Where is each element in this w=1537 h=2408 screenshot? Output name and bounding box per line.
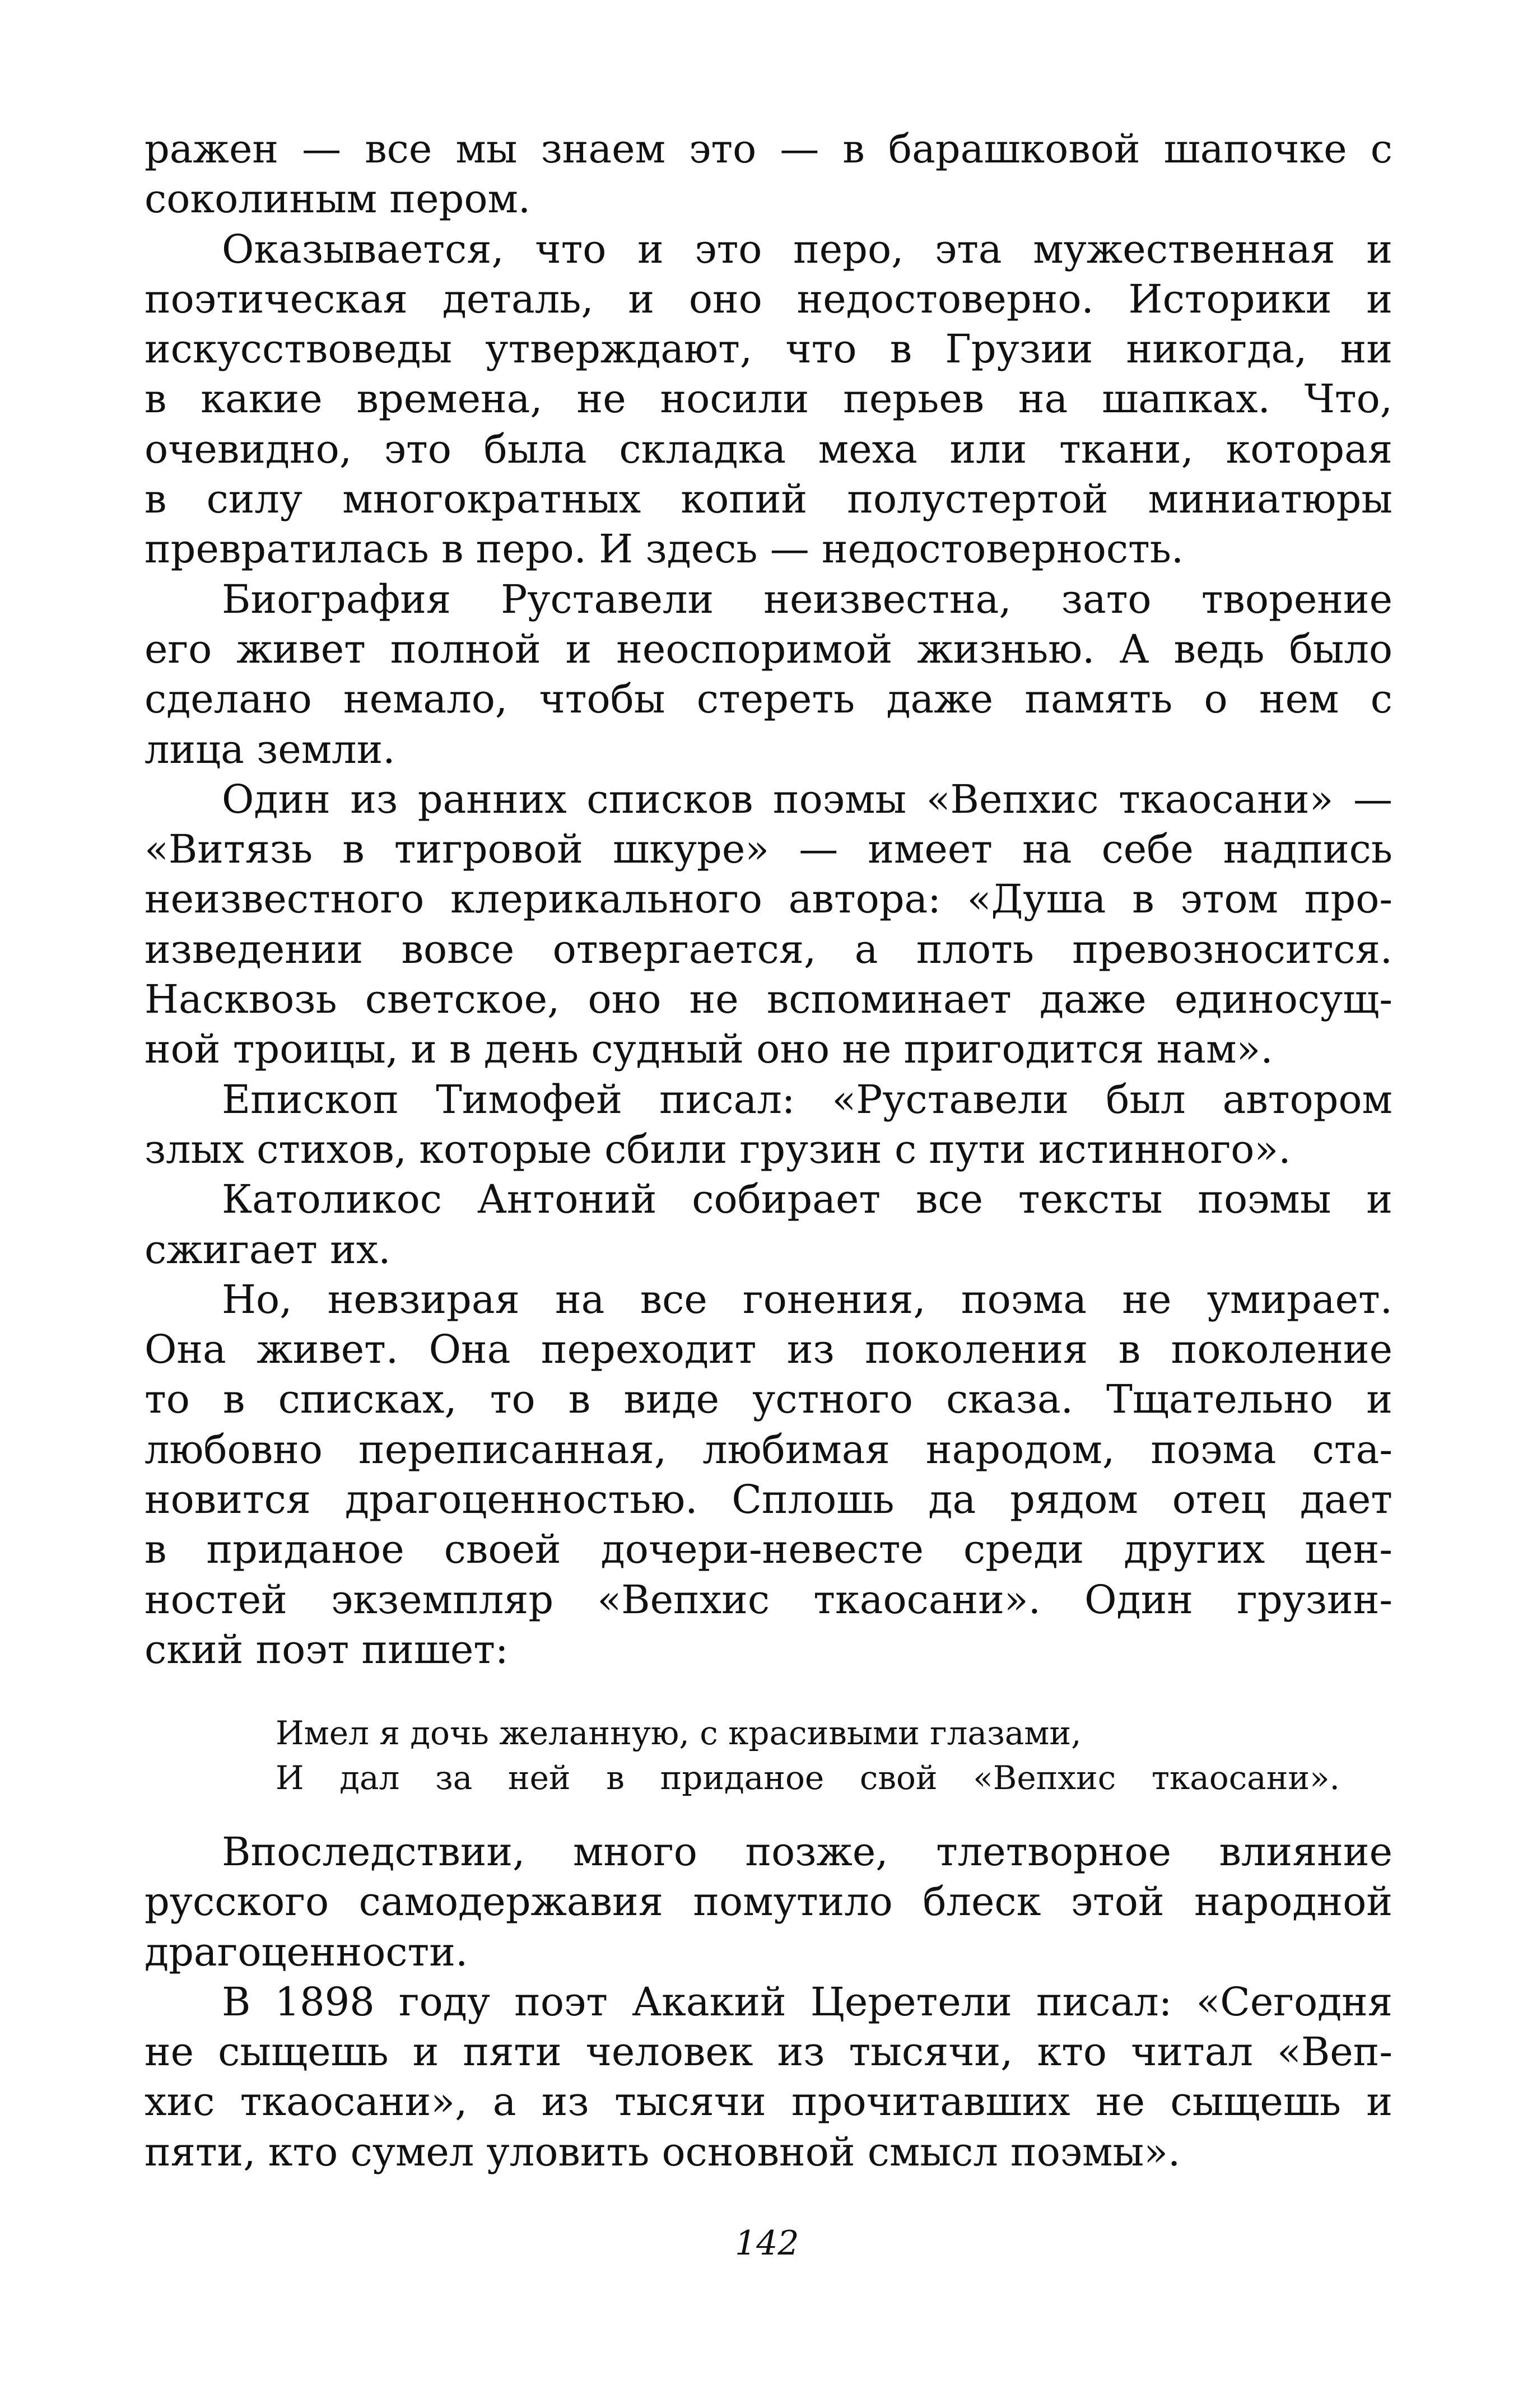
text-line: Биография Руставели неизвестна, зато творение: [222, 576, 1392, 622]
text-line: в какие времена, не носили перьев на шапках. Что,: [145, 376, 1392, 422]
text-line: его живет полной и неоспоримой жизнью. А ведь было: [145, 626, 1392, 672]
verse-line: Имел я дочь желанную, с красивыми глазами,: [276, 1714, 1082, 1752]
text-line: сжигает их.: [145, 1226, 391, 1273]
text-line: сделано немало, чтобы стереть даже память о нем с: [145, 676, 1392, 723]
text-line: не сыщешь и пяти человек из тысячи, кто читал «Веп-: [145, 2029, 1392, 2075]
text-line: Епископ Тимофей писал: «Руставели был автором: [222, 1076, 1392, 1123]
text-line: ражен — все мы знаем это — в барашковой шапочке с: [145, 126, 1392, 172]
text-line: Она живет. Она переходит из поколения в поколение: [145, 1326, 1392, 1373]
text-line: соколиным пером.: [145, 176, 531, 222]
text-line: Впоследствии, много позже, тлетворное влияние: [222, 1829, 1392, 1875]
text-line: неизвестного клерикального автора: «Душа в этом про-: [145, 876, 1392, 923]
text-line: русского самодержавия помутило блеск этой народной: [145, 1879, 1392, 1925]
text-line: пяти, кто сумел уловить основной смысл поэмы».: [145, 2128, 1181, 2175]
text-line: изведении вовсе отвергается, а плоть превозносится.: [145, 926, 1392, 972]
text-line: ной троицы, и в день судный оно не пригодится нам».: [145, 1026, 1273, 1073]
text-line: в приданое своей дочери-невесте среди других цен-: [145, 1526, 1392, 1573]
page-number: 142: [735, 2224, 799, 2263]
text-line: превратилась в перо. И здесь — недостоверность.: [145, 526, 1184, 572]
text-line: В 1898 году поэт Акакий Церетели писал: «Сегодня: [222, 1978, 1392, 2025]
text-line: то в списках, то в виде устного сказа. Тщательно и: [145, 1376, 1392, 1423]
text-line: злых стихов, которые сбили грузин с пути истинного».: [145, 1126, 1291, 1172]
text-line: Католикос Антоний собирает все тексты поэмы и: [222, 1176, 1392, 1223]
text-line: в силу многократных копий полустертой миниатюры: [145, 476, 1392, 523]
text-line: очевидно, это была складка меха или ткани, которая: [145, 426, 1392, 472]
verse-line: И дал за ней в приданое свой «Вепхис ткаосани».: [276, 1759, 1340, 1797]
upper-text-block: [145, 124, 1392, 1675]
text-line: ностей экземпляр «Вепхис ткаосани». Один грузин-: [145, 1576, 1392, 1623]
text-line: драгоценности.: [145, 1929, 468, 1975]
verse-quote: [276, 1711, 1340, 1800]
text-line: Один из ранних списков поэмы «Вепхис ткаосани» —: [222, 776, 1392, 822]
text-line: Но, невзирая на все гонения, поэма не умирает.: [222, 1276, 1392, 1322]
text-line: ский поэт пишет:: [145, 1626, 509, 1673]
lower-text-block: [145, 1827, 1392, 2177]
text-line: искусствоведы утверждают, что в Грузии никогда, ни: [145, 326, 1392, 372]
text-line: «Витязь в тигровой шкуре» — имеет на себе надпись: [145, 826, 1392, 873]
text-line: новится драгоценностью. Сплошь да рядом отец дает: [145, 1477, 1392, 1523]
text-line: любовно переписанная, любимая народом, поэма ста-: [145, 1426, 1392, 1473]
text-line: хис ткаосани», а из тысячи прочитавших не сыщешь и: [145, 2079, 1392, 2125]
text-line: поэтическая деталь, и оно недостоверно. Историки и: [145, 276, 1392, 322]
text-line: Насквозь светское, оно не вспоминает даже единосущ-: [145, 976, 1392, 1023]
text-line: Оказывается, что и это перо, эта мужественная и: [222, 226, 1392, 272]
text-line: лица земли.: [145, 726, 395, 772]
